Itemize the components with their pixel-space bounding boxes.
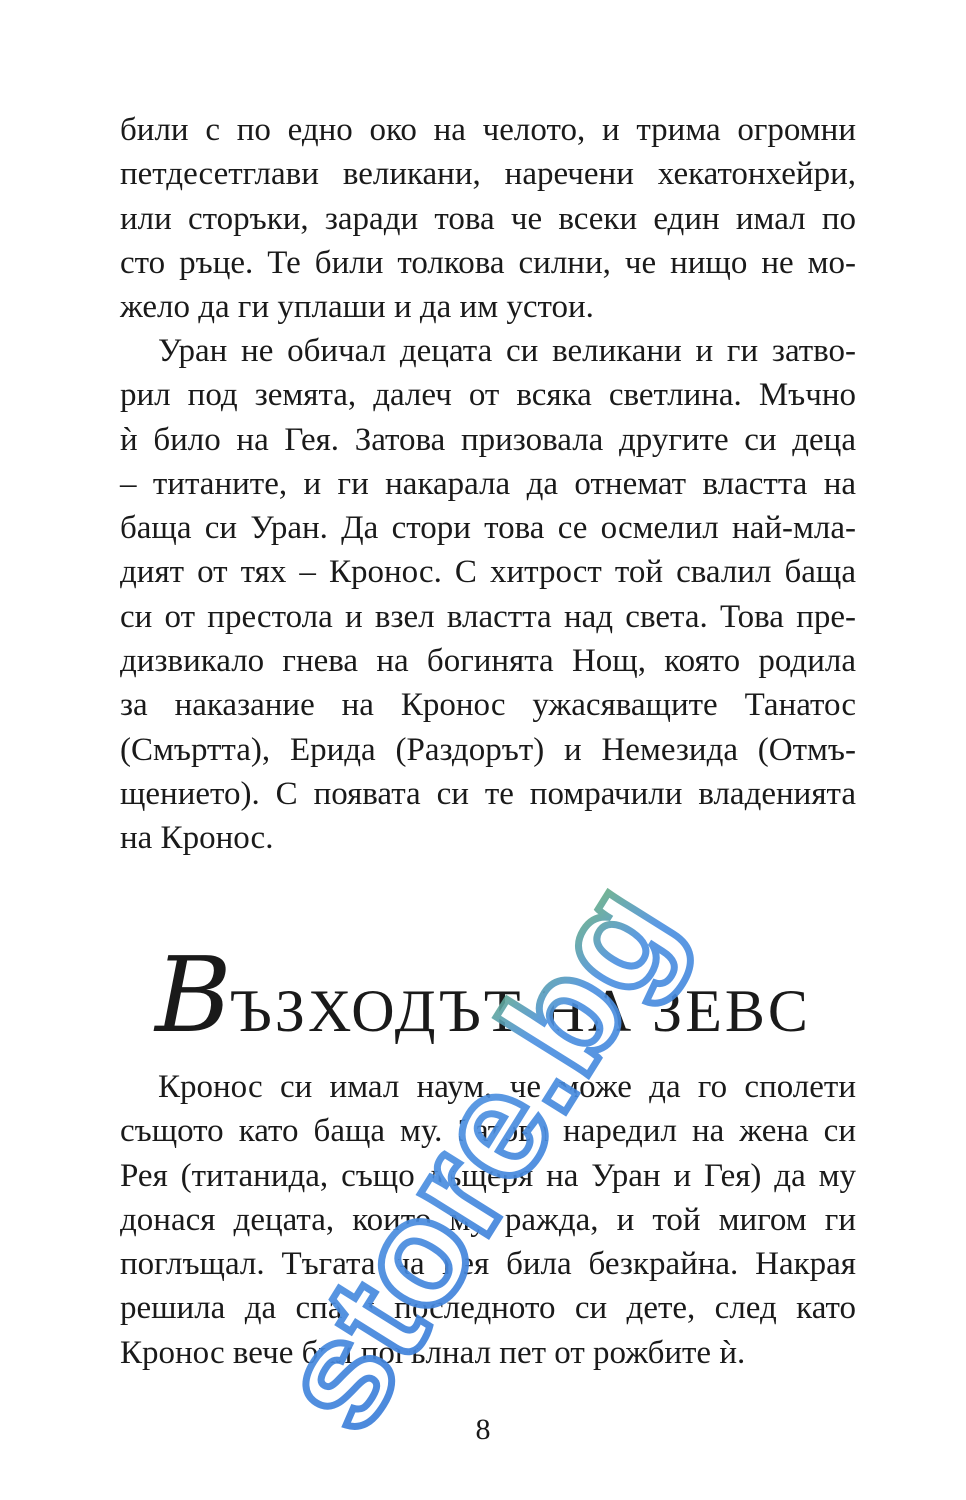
text-line: сто ръце. Те били толкова силни, че нищо не мо- — [120, 244, 856, 281]
text-line: баща си Уран. Да стори това се осмелил най-мла- — [120, 510, 856, 547]
paragraph-2 — [120, 329, 856, 861]
text-line: – титаните, и ги накарала да отнемат властта на — [120, 465, 856, 502]
paragraph-1 — [120, 108, 856, 329]
paragraph-3 — [120, 1065, 856, 1375]
text-line: били с по едно око на челото, и трима огромни — [120, 112, 856, 148]
text-line: дизвикало гнева на богинята Нощ, която родила — [120, 643, 856, 680]
text-line: или сторъки, заради това че всеки един имал по — [120, 200, 856, 237]
chapter-heading — [0, 934, 966, 1056]
text-line: жело да ги уплаши и да им устои. — [120, 289, 594, 326]
text-line: (Смъртта), Ерида (Раздорът) и Немезида (Отмъ- — [120, 731, 856, 768]
text-line: решила да спаси последното си дете, след като — [120, 1290, 856, 1327]
text-line: Кронос си имал наум, че може да го сполети — [158, 1069, 856, 1105]
text-line: донася децата, които му ражда, и той мигом ги — [120, 1201, 856, 1238]
text-line: дият от тях – Кронос. С хитрост той свалил баща — [120, 554, 856, 591]
text-line: петдесетглави великани, наречени хекатонхейри, — [120, 156, 856, 193]
heading-initial: В — [155, 934, 228, 1056]
text-line: Кронос вече бил погълнал пет от рожбите ѝ. — [120, 1334, 746, 1371]
text-line: Уран не обичал децата си великани и ги затво- — [158, 333, 856, 369]
text-line: Рея (титанида, също дъщеря на Уран и Гея) да му — [120, 1157, 856, 1194]
text-line: за наказание на Кронос ужасяващите Танатос — [120, 687, 856, 724]
text-line: си от престола и взел властта над света. Това пре- — [120, 598, 856, 635]
text-line: ѝ било на Гея. Затова призовала другите си деца — [120, 421, 856, 458]
text-line: поглъщал. Тъгата на Рея била безкрайна. Накрая — [120, 1246, 856, 1283]
watermark-text: store.bg — [300, 852, 710, 1457]
page-number: 8 — [475, 1413, 491, 1446]
text-line: същото като баща му. Затова наредил на жена си — [120, 1113, 856, 1150]
text-line: щението). С появата си те помрачили владенията — [120, 775, 856, 812]
text-line: на Кронос. — [120, 820, 274, 857]
heading-title: ЪЗХОДЪТ НА ЗЕВС — [229, 978, 811, 1044]
text-line: рил под земята, далеч от всяка светлина. Мъчно — [120, 377, 856, 414]
